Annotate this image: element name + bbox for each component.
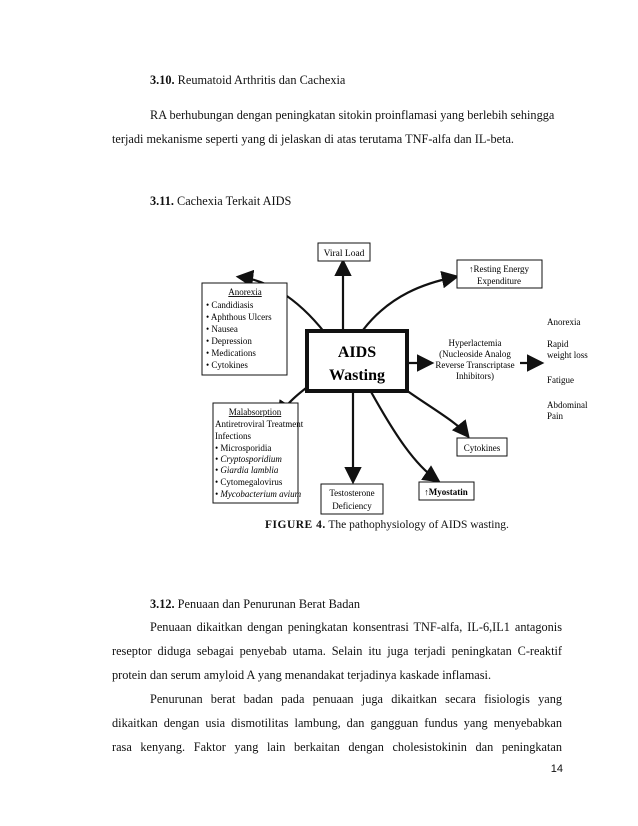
malabsorption-item: • Mycobacterium avium [215, 489, 302, 499]
malabsorption-item: • Microsporidia [215, 443, 272, 453]
aids-wasting-diagram [175, 235, 595, 525]
hyperlactemia-label: Hyperlactemia [448, 338, 502, 348]
figure-caption-text: The pathophysiology of AIDS wasting. [325, 519, 509, 531]
hyperlactemia-label: Inhibitors) [456, 371, 494, 381]
malabsorption-line: Infections [215, 431, 251, 441]
myostatin-label: ↑Myostatin [424, 487, 468, 497]
malabsorption-box-title: Malabsorption [228, 407, 282, 417]
paragraph-line: rasa kenyang. Faktor yang lain berkaitan dengan cholesistokinin dan peningkatan [112, 740, 562, 754]
malabsorption-item: • Giardia lamblia [215, 465, 279, 475]
section-number: 3.10. [150, 73, 175, 87]
cytokines-label: Cytokines [463, 443, 501, 453]
section-3-10-heading [150, 72, 345, 88]
section-number: 3.11. [150, 194, 174, 208]
paragraph-line: Penurunan berat badan pada penuaan juga dikaitkan secara fisiologis yang [150, 692, 562, 706]
outcome-label: Rapid [547, 339, 569, 349]
page-number: 14 [550, 763, 563, 775]
section-title: Penuaan dan Penurunan Berat Badan [177, 597, 361, 611]
arrow-resting-energy [363, 277, 455, 330]
anorexia-item: • Candidiasis [206, 300, 254, 310]
anorexia-item: • Aphthous Ulcers [206, 312, 272, 322]
outcome-label: weight loss [547, 350, 588, 360]
center-label: AIDS [337, 344, 377, 361]
viral-load-label: Viral Load [323, 249, 365, 259]
paragraph-line: terjadi mekanisme seperti yang di jelaskan di atas terutama TNF-alfa dan IL-beta. [112, 132, 515, 146]
outcome-label: Abdominal [547, 400, 588, 410]
paragraph-line: reseptor diduga sebagai penyebab utama. Selain itu juga terjadi peningkatan C-reaktif [112, 644, 562, 658]
resting-energy-label: ↑Resting Energy [468, 264, 530, 274]
hyperlactemia-label: Reverse Transcriptase [435, 360, 515, 370]
outcome-label: Fatigue [547, 375, 574, 385]
testosterone-label: Deficiency [332, 501, 372, 511]
aids-wasting-figure [175, 235, 595, 545]
outcome-label: Pain [547, 411, 564, 421]
section-title: Cachexia Terkait AIDS [177, 194, 292, 208]
figure-caption [265, 519, 509, 531]
malabsorption-item: • Cryptosporidium [215, 454, 282, 464]
malabsorption-item: • Cytomegalovirus [215, 477, 283, 487]
center-label: Wasting [328, 367, 386, 384]
paragraph-line: dikaitkan dengan usia dismotilitas lambung, dan gangguan fundus yang menyebabkan [112, 716, 562, 730]
anorexia-item: • Cytokines [206, 360, 248, 370]
section-3-12-heading [150, 596, 360, 612]
resting-energy-label: Expenditure [477, 276, 521, 286]
malabsorption-line: Antiretroviral Treatment [215, 419, 304, 429]
anorexia-box-title: Anorexia [228, 287, 262, 297]
outcome-label: Anorexia [547, 317, 581, 327]
testosterone-label: Testosterone [329, 488, 375, 498]
anorexia-item: • Depression [206, 336, 252, 346]
paragraph-line: protein dan serum amyloid A yang menandakat terjadinya kaskade inflamasi. [112, 668, 492, 682]
section-title: Reumatoid Arthritis dan Cachexia [177, 73, 346, 87]
anorexia-item: • Nausea [206, 324, 238, 334]
paragraph-line: Penuaan dikaitkan dengan peningkatan konsentrasi TNF-alfa, IL-6,IL1 antagonis [150, 620, 562, 634]
hyperlactemia-label: (Nucleoside Analog [439, 349, 511, 359]
figure-caption-label: FIGURE 4. [265, 519, 326, 531]
anorexia-item: • Medications [206, 348, 256, 358]
section-3-11-heading [150, 193, 291, 209]
paragraph-line: RA berhubungan dengan peningkatan sitokin proinflamasi yang berlebih sehingga [150, 108, 555, 122]
section-number: 3.12. [150, 597, 175, 611]
